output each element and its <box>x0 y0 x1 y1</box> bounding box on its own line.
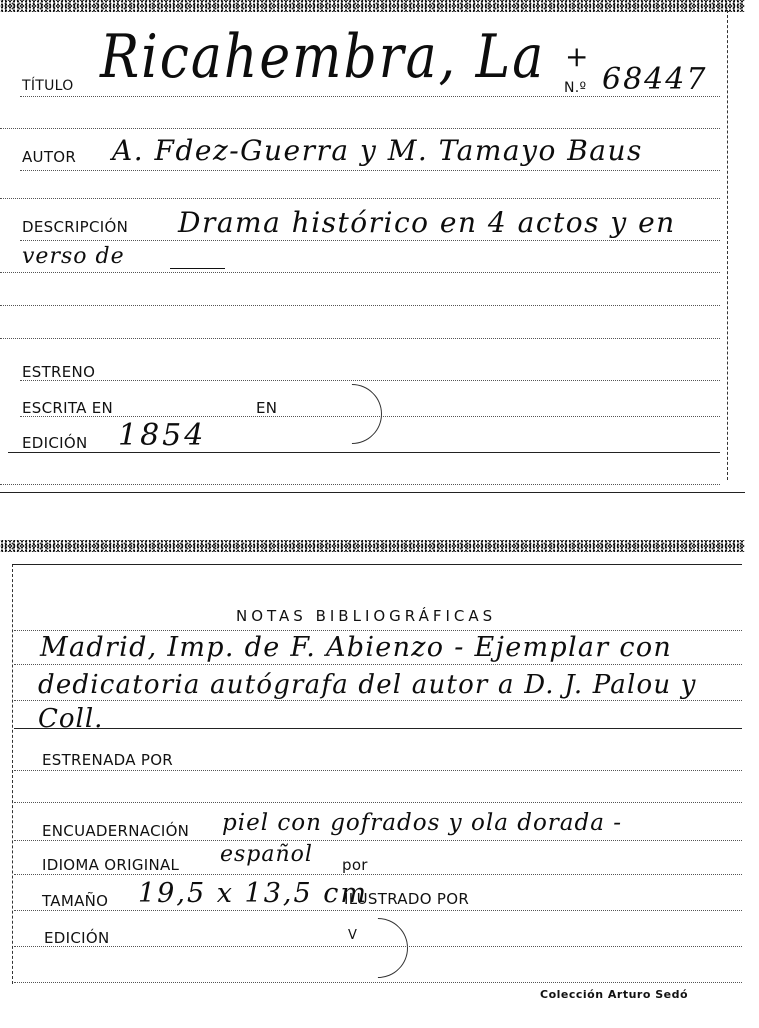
estreno-line <box>20 380 720 381</box>
coleccion-credit: Colección Arturo Sedó <box>540 988 689 1001</box>
notas-title: NOTAS BIBLIOGRÁFICAS <box>236 607 497 625</box>
ruled-line <box>14 630 742 631</box>
titulo-line <box>20 96 720 97</box>
autor-line <box>20 170 720 171</box>
tamano-line <box>14 910 742 911</box>
titulo-value: Ricahembra, La <box>100 23 546 92</box>
ruled-line <box>0 198 720 199</box>
card-top-line <box>12 564 742 565</box>
ruled-line <box>0 305 720 306</box>
ruled-line <box>14 802 742 803</box>
notas-line-2: dedicatoria autógrafa del autor a D. J. Palou y <box>38 670 697 700</box>
ruled-line <box>0 338 720 339</box>
edicion-label: EDICIÓN <box>22 434 88 452</box>
encuadernacion-label: ENCUADERNACIÓN <box>42 822 190 840</box>
card-left-border <box>12 564 13 984</box>
descripcion-line-1: Drama histórico en 4 actos y en <box>178 206 676 239</box>
estreno-label: ESTRENO <box>22 363 96 381</box>
catalog-card-front <box>0 0 745 492</box>
cross-mark: + <box>565 40 590 73</box>
numero-label: N.º <box>564 80 587 96</box>
catalog-card-back <box>0 540 745 1010</box>
por-label: por <box>342 856 368 874</box>
idioma-line <box>14 874 742 875</box>
edicion-value: 1854 <box>118 418 207 453</box>
idioma-label: IDIOMA ORIGINAL <box>42 856 180 874</box>
edicion-back-line <box>14 946 742 947</box>
notas-line-1: Madrid, Imp. de F. Abienzo - Ejemplar con <box>40 632 673 663</box>
autor-value: A. Fdez-Guerra y M. Tamayo Baus <box>112 134 643 167</box>
punch-hole-mark <box>336 906 421 991</box>
edicion-back-label: EDICIÓN <box>44 929 110 947</box>
idioma-value: español <box>220 842 313 867</box>
ruled-line <box>0 484 720 485</box>
card-right-border <box>727 10 728 480</box>
card-top-edge <box>0 0 745 12</box>
encuadernacion-value: piel con gofrados y ola dorada - <box>222 810 623 836</box>
en-label: EN <box>256 399 278 417</box>
ink-dash <box>170 268 225 269</box>
ruled-line <box>0 128 720 129</box>
descripcion-line <box>20 240 720 241</box>
descripcion-line-2: verso de <box>22 244 125 269</box>
punch-hole-mark <box>310 372 395 457</box>
titulo-label: TÍTULO <box>22 78 74 94</box>
numero-value: 68447 <box>602 62 708 97</box>
ruled-line <box>14 982 742 983</box>
v-label: V <box>348 928 358 943</box>
tamano-label: TAMAÑO <box>42 892 109 910</box>
notas-line-3: Coll. <box>38 704 104 734</box>
estrenada-line <box>14 770 742 771</box>
ruled-line <box>14 728 742 729</box>
autor-label: AUTOR <box>22 148 77 166</box>
estrenada-por-label: ESTRENADA POR <box>42 751 174 769</box>
ruled-line <box>14 664 742 665</box>
ruled-line <box>0 272 720 273</box>
card-top-edge <box>0 540 745 552</box>
ilustrado-por-label: ILUSTRADO POR <box>344 890 470 908</box>
descripcion-label: DESCRIPCIÓN <box>22 218 129 236</box>
escrita-en-label: ESCRITA EN <box>22 399 114 417</box>
ruled-line <box>14 700 742 701</box>
tamano-value: 19,5 x 13,5 cm <box>138 878 368 909</box>
card-bottom-edge <box>0 492 745 493</box>
edicion-line <box>8 452 720 453</box>
encuadernacion-line <box>14 840 742 841</box>
